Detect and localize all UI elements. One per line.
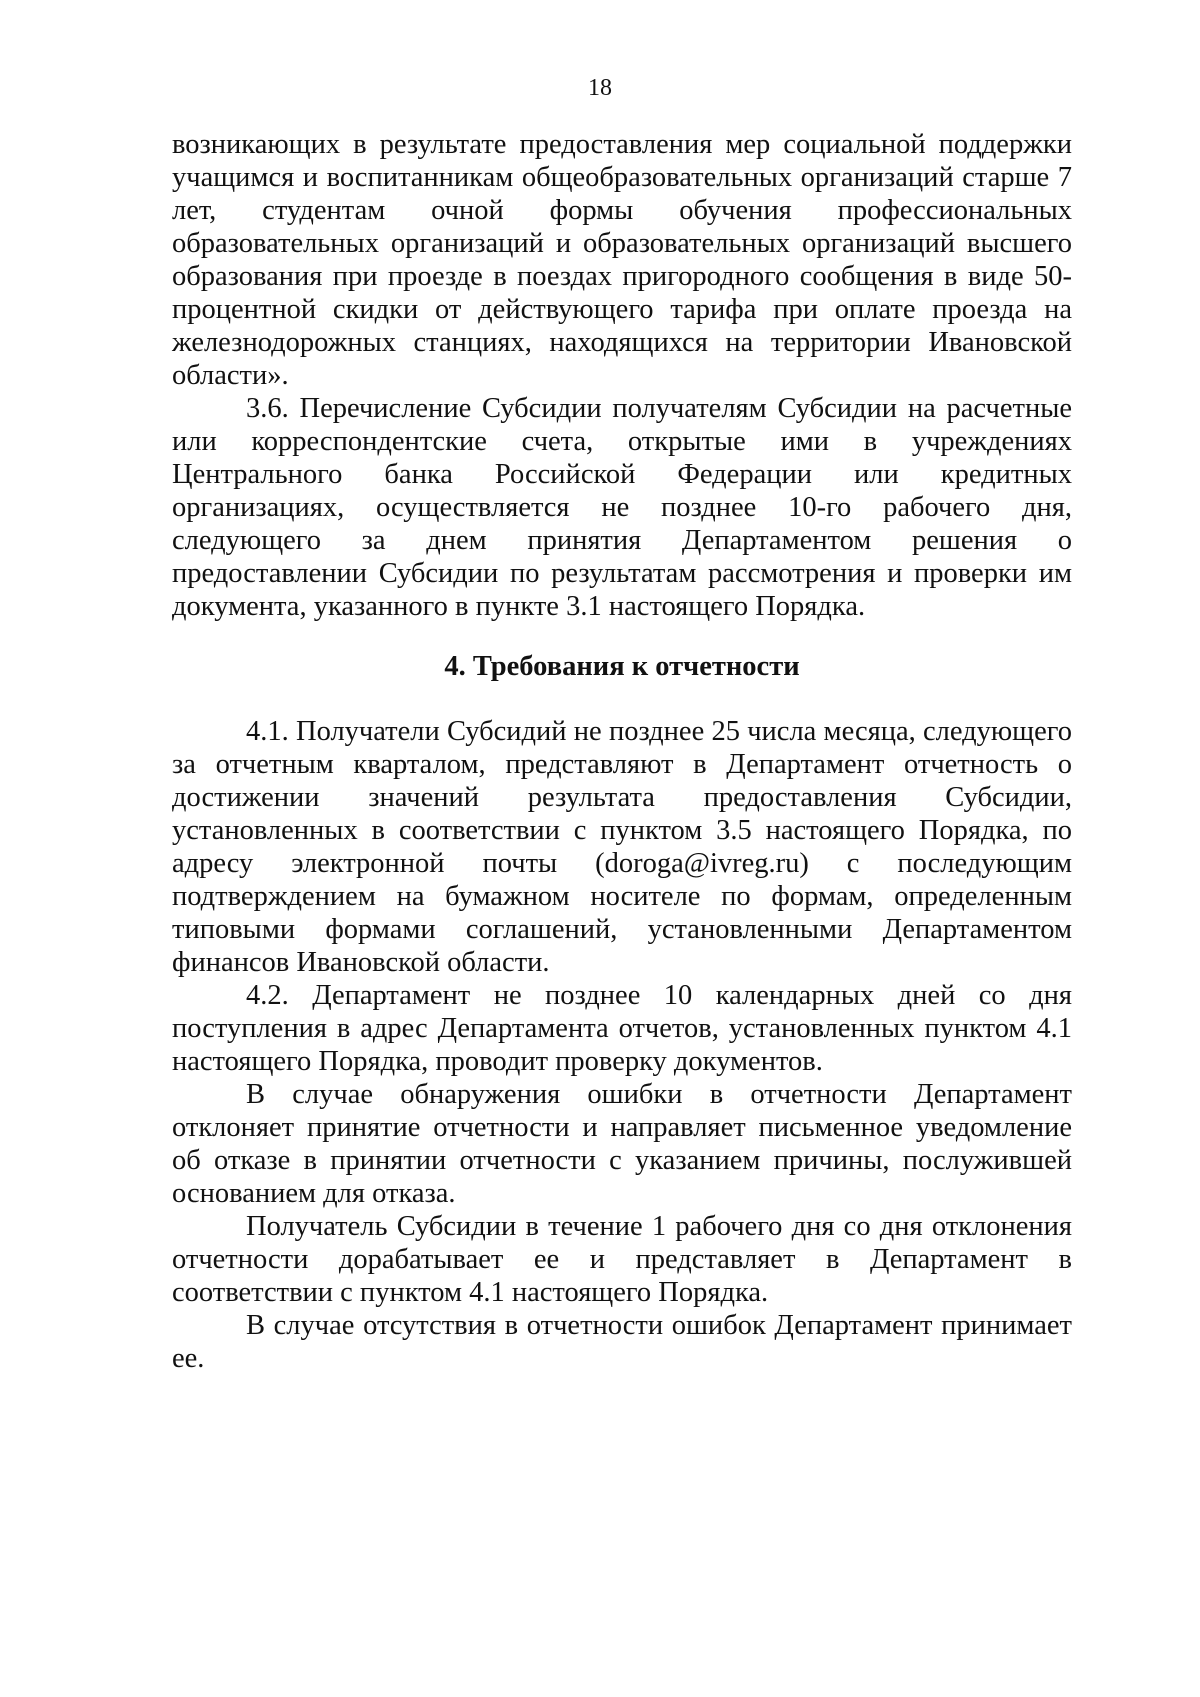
section-heading: 4. Требования к отчетности [444,651,800,682]
document-body [172,128,1072,1375]
paragraph-recipient-rework: Получатель Субсидии в течение 1 рабочего дня со дня отклонения отчетности дорабатывает ее и представляет в Департамент в соответствии с пунктом 4.1 настоящего Порядка. [172,1211,1072,1308]
paragraph-continuation: возникающих в результате предоставления мер социальной поддержки учащимся и воспитанникам общеобразовательных организаций старше 7 лет, студентам очной формы обучения профессиональных образовательных организаций и образовательных организаций высшего образования при проезде в поездах пригородного сообщения в виде 50-процентной скидки от действующего тарифа при оплате проезда на железнодорожных станциях, находящихся на территории Ивановской области». [172,129,1072,391]
paragraph-4-2: 4.2. Департамент не позднее 10 календарных дней со дня поступления в адрес Департамента отчетов, установленных пунктом 4.1 настоящего Порядка, проводит проверку документов. [172,980,1072,1077]
paragraph-acceptance: В случае отсутствия в отчетности ошибок Департамент принимает ее. [172,1310,1072,1374]
paragraph-3-6: 3.6. Перечисление Субсидии получателям Субсидии на расчетные или корреспондентские счета, открытые ими в учреждениях Центрального банка Российской Федерации или кредитных организациях, осуществляется не позднее 10-го рабочего дня, следующего за днем принятия Департаментом решения о предоставлении Субсидии по результатам рассмотрения и проверки им документа, указанного в пункте 3.1 настоящего Порядка. [172,393,1072,622]
paragraph-4-1: 4.1. Получатели Субсидий не позднее 25 числа месяца, следующего за отчетным кварталом, представляют в Департамент отчетность о достижении значений результата предоставления Субсидии, установленных в соответствии с пунктом 3.5 настоящего Порядка, по адресу электронной почты (doroga@ivreg.ru) с последующим подтверждением на бумажном носителе по формам, определенным типовыми формами соглашений, установленными Департаментом финансов Ивановской области. [172,716,1072,978]
page-number: 18 [588,75,612,101]
paragraph-error-case: В случае обнаружения ошибки в отчетности Департамент отклоняет принятие отчетности и направляет письменное уведомление об отказе в принятии отчетности с указанием причины, послужившей основанием для отказа. [172,1079,1072,1209]
